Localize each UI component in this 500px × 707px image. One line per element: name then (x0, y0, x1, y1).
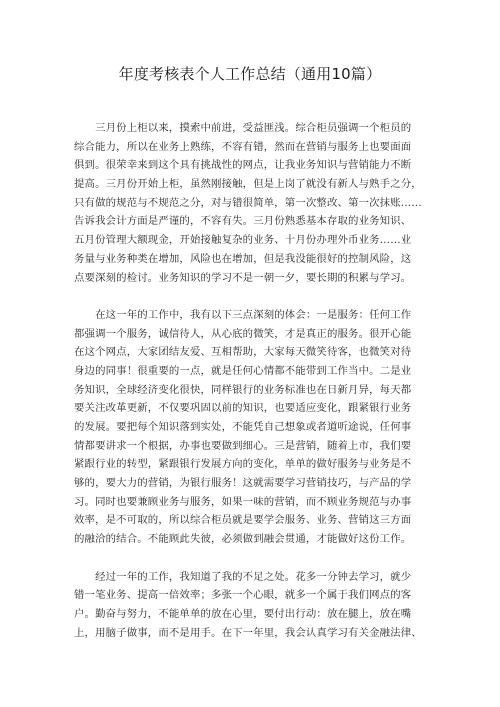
text-line: 的发展。要把每个知识落到实处，不能凭自己想象或者道听途说，任何事 (74, 421, 412, 433)
text-line: 上，用脑子做事，而不是用手。在下一年里，我会认真学习有关金融法律、 (74, 626, 422, 639)
text-line: 点要深刻的检讨。业务知识的学习不是一朝一夕，要长期的积累与学习。 (74, 271, 412, 284)
text-line: 提高。三月份开始上柜，虽然刚接触，但是上岗了就没有新人与熟手之分， (74, 178, 422, 191)
text-line: 在这个网点，大家团结友爱、互相帮助，大家每天微笑待客，也微笑对待 (74, 346, 412, 359)
text-line: 俱到。很荣幸来到这个具有挑战性的网点，让我业务知识与营销能力不断 (74, 159, 412, 172)
text-line: 务知识，全球经济变化很快，同样银行的业务标准也在日新月异，每天都 (74, 383, 412, 396)
paragraph-2 (74, 306, 430, 549)
text-line: 只有做的规范与不规范之分，对与错很简单，第一次整改、第一次抹账…… (74, 196, 422, 209)
text-line: 三月份上柜以来，摸索中前进，受益匪浅。综合柜员强调一个柜员的 (74, 122, 412, 134)
text-line: 都强调一个服务，诚信待人，从心底的微笑，才是真正的服务。很开心能 (74, 327, 412, 340)
document-title: 年度考核表个人工作总结（通用10篇） (118, 65, 382, 83)
text-line: 户。勤奋与努力，不能单单的放在心里，要付出行动：放在腿上，放在嘴 (74, 607, 412, 620)
text-line: 情都要讲求一个根据，办事也要做到细心。三是营销，随着上市，我们要 (74, 439, 412, 452)
text-line: 够的，要大力的营销，为银行服务！这就需要学习营销技巧，与产品的学 (74, 477, 412, 490)
text-line: 紧跟行业的转型，紧跟银行发展方向的变化，单单的做好服务与业务是不 (74, 458, 412, 471)
text-line: 告诉我会计方面是严谨的，不容有失。三月份熟悉基本存取的业务知识、 (74, 215, 412, 228)
text-line: 五月份管理大额现金，开始接触复杂的业务、十月份办理外币业务……业 (74, 234, 412, 247)
text-line: 务量与业务种类在增加，风险也在增加，但是我没能很好的控制风险，这 (74, 252, 412, 265)
paragraph-1 (74, 119, 430, 287)
text-line: 习。同时也要兼顾业务与服务，如果一味的营销，而不顾业务规范与办事 (74, 495, 412, 508)
document-body (74, 119, 430, 661)
text-line: 错一笔业务、提高一倍效率；多张一个心眼，就多一个属于我们网点的客 (74, 589, 412, 602)
text-line: 效率，是不可取的，所以综合柜员就是要学会服务、业务、营销这三方面 (74, 514, 412, 527)
text-line: 要关注改革更新，不仅要巩固以前的知识，也要适应变化，跟紧银行业务 (74, 402, 412, 415)
text-line: 身边的同事！很重要的一点，就是任何心情都不能带到工作当中。二是业 (74, 364, 412, 377)
text-line: 经过一年的工作，我知道了我的不足之处。花多一分钟去学习，就少 (74, 570, 412, 583)
text-line: 的融洽的结合。不能顾此失彼，必须做到融会贯通，才能做好这份工作。 (74, 533, 412, 546)
paragraph-3 (74, 568, 430, 643)
text-line: 综合能力，所以在业务上熟练，不容有错，然而在营销与服务上也要面面 (74, 140, 412, 153)
text-line: 在这一年的工作中，我有以下三点深刻的体会：一是服务：任何工作 (74, 308, 412, 321)
